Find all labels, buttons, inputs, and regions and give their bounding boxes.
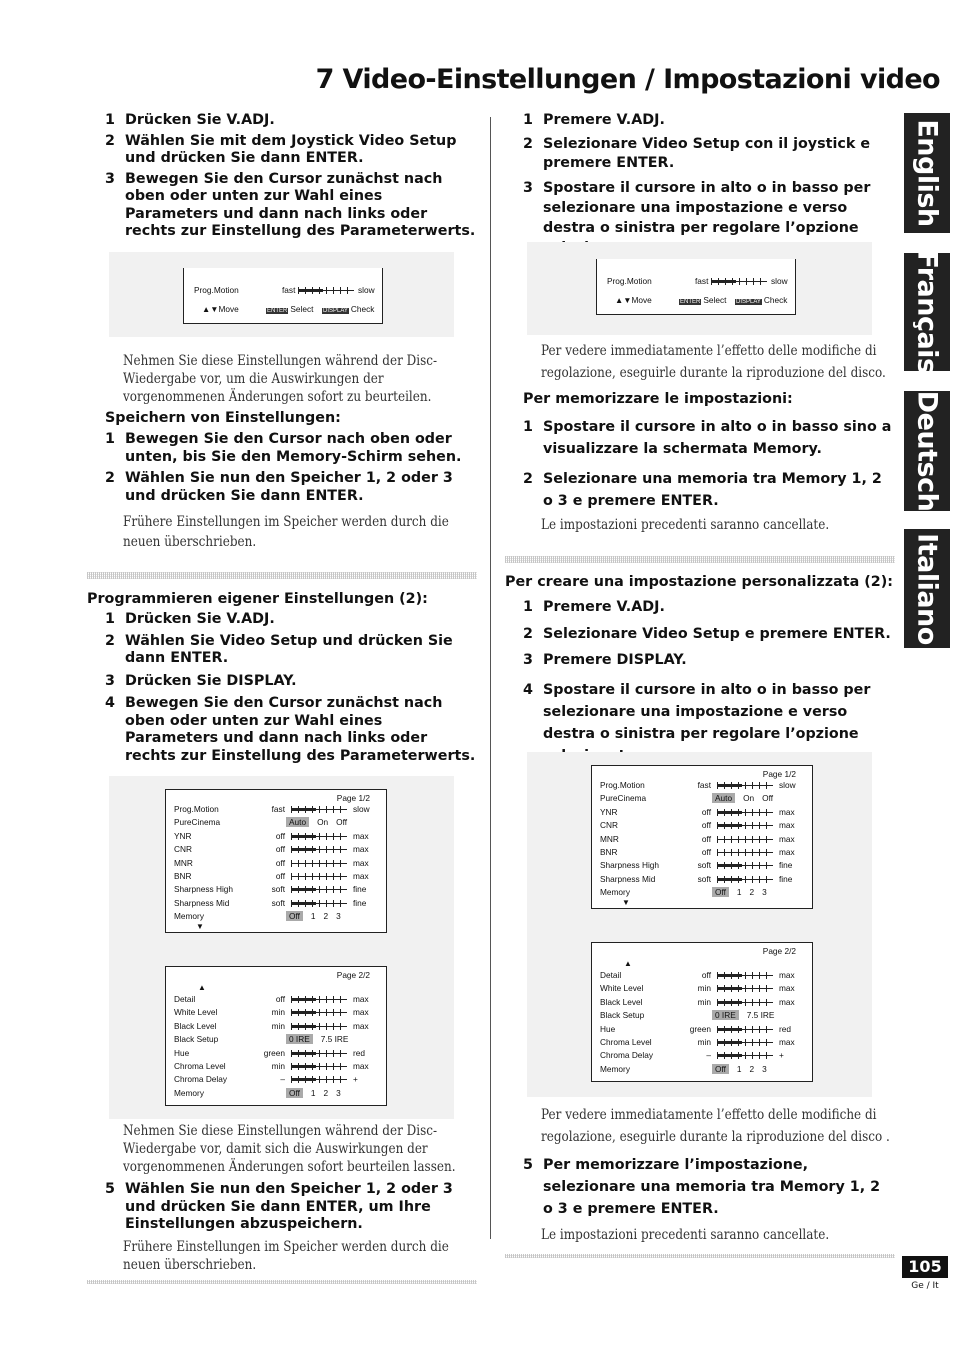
osd-row-label: YNR — [174, 830, 192, 841]
osd-left-value: off — [701, 806, 711, 817]
de-note-b: Frühere Einstellungen im Speicher werden durch die neuen überschrieben. — [123, 514, 449, 550]
osd-option-selected: Off — [712, 887, 729, 897]
osd-left-value: – — [280, 1074, 285, 1085]
step: 1 Premere V.ADJ. — [523, 599, 665, 615]
osd-row — [166, 816, 386, 829]
osd-right-value: max — [353, 1061, 369, 1071]
osd-option: 1 — [310, 911, 316, 922]
osd-right-value: max — [779, 970, 795, 980]
it-note-b: Le impostazioni precedenti saranno cancellate. — [541, 517, 830, 533]
osd-right-value: max — [353, 857, 369, 868]
osd-option: 3 — [762, 887, 767, 898]
osd-option: Off — [336, 817, 348, 828]
osd-page-indicator: Page 2/2 — [336, 970, 370, 980]
step: 1 Drücken Sie V.ADJ. — [105, 611, 275, 627]
osd-row — [166, 803, 386, 816]
enter-key-icon: ENTER — [267, 308, 288, 315]
osd-row — [592, 1009, 812, 1022]
osd-row — [166, 870, 386, 883]
osd-row-label: Sharpness Mid — [174, 897, 230, 908]
osd-right-value: max — [353, 844, 369, 855]
scroll-up-arrow-icon: ▲ — [624, 959, 632, 968]
osd-option: 2 — [749, 1063, 755, 1074]
step: 2 Wählen Sie nun den Speicher 1, 2 oder 3 und drücken Sie dann ENTER. — [105, 470, 453, 504]
osd-row — [592, 833, 812, 846]
osd-left-value: soft — [697, 860, 711, 871]
osd-row-label: Detail — [174, 994, 196, 1004]
osd-row-label: Hue — [174, 1047, 190, 1058]
osd-right-value: max — [779, 847, 795, 857]
osd-right-value: max — [353, 1007, 369, 1018]
osd-row-label: Memory — [174, 911, 204, 922]
osd-page-indicator: Page 1/2 — [336, 793, 370, 803]
osd-row-label: Chroma Delay — [174, 1074, 228, 1085]
osd-row — [166, 993, 386, 1006]
section-divider — [505, 556, 895, 563]
osd-level-scale — [291, 1063, 347, 1070]
osd-row-label: White Level — [174, 1007, 218, 1018]
osd-right-value: max — [779, 806, 795, 817]
osd-option-selected: Auto — [286, 817, 309, 827]
scroll-down-arrow-icon: ▼ — [622, 898, 630, 907]
step: 1 Drücken Sie V.ADJ. — [105, 112, 275, 128]
osd-option: Off — [762, 793, 774, 804]
osd-option: 1 — [310, 1087, 316, 1098]
osd-row — [592, 846, 812, 859]
osd-row — [592, 969, 812, 982]
osd-level-scale — [291, 1076, 347, 1083]
osd-row-label: CNR — [174, 844, 192, 855]
osd-row-label: BNR — [600, 847, 618, 857]
display-key-icon: DISPLAY — [736, 299, 761, 306]
osd-options — [286, 1087, 349, 1100]
save-heading: Per memorizzare le impostazioni: — [523, 391, 793, 407]
osd-right-value: fine — [353, 884, 367, 895]
step: 2 Wählen Sie mit dem Joystick Video Setup und drücken Sie dann ENTER. — [105, 132, 457, 166]
osd-right-value: max — [779, 833, 795, 844]
osd-left-value: off — [701, 820, 711, 831]
osd-row — [592, 859, 812, 872]
it-step5 — [523, 1154, 893, 1220]
display-key-icon: DISPLAY — [323, 308, 348, 315]
osd-row-label: MNR — [174, 857, 193, 868]
osd-page2-de — [165, 966, 387, 1106]
osd-row-label: Black Setup — [600, 1010, 645, 1021]
osd-right-value: fine — [353, 897, 367, 908]
osd-option-selected: 0 IRE — [286, 1034, 313, 1044]
osd-level-scale — [717, 985, 773, 992]
osd-row-label: Prog.Motion — [174, 804, 219, 814]
osd-right-value: slow — [353, 804, 370, 814]
osd-level-scale — [291, 833, 347, 840]
step: 3 Spostare il cursore in alto o in basso per selezionare una impostazione e verso destra o sinistra per regolare l’opzione — [523, 179, 871, 236]
osd-option: 7.5 IRE — [320, 1034, 349, 1045]
column-divider — [490, 117, 491, 1239]
osd-options — [712, 792, 781, 805]
prog-heading: Programmieren eigener Einstellungen (2): — [87, 591, 428, 607]
osd-row-label: Memory — [600, 1063, 630, 1074]
osd-left-value: min — [697, 1037, 711, 1047]
osd-right-value: max — [353, 830, 369, 841]
osd-row-label: Black Level — [600, 996, 643, 1007]
osd-left-value: min — [271, 1020, 285, 1031]
osd-option: 3 — [762, 1063, 767, 1074]
osd-row — [592, 819, 812, 832]
osd-small-de: Prog.Motion fast slow ▲▼Move ENTER Select DISPLAY Check — [183, 268, 383, 324]
osd-row-label: Black Level — [174, 1020, 217, 1031]
osd-level-scale — [291, 873, 347, 880]
osd-option-selected: Off — [712, 1064, 729, 1074]
osd-left-value: off — [275, 871, 285, 881]
osd-options — [286, 910, 349, 923]
osd-row-label: Memory — [174, 1087, 204, 1098]
page-number: 105 — [902, 1256, 948, 1278]
osd-left-value: off — [701, 970, 711, 980]
save-heading: Speichern von Einstellungen: — [105, 410, 341, 426]
step: 2 Selezionare una memoria tra Memory 1, 2 o 3 e premere ENTER. — [523, 471, 882, 509]
osd-level-scale — [717, 876, 773, 883]
osd-level-scale — [717, 836, 773, 843]
osd-row-label: White Level — [600, 983, 644, 994]
osd-level-scale — [717, 822, 773, 829]
osd-left-value: off — [275, 994, 285, 1004]
osd-row-label: YNR — [600, 806, 618, 817]
osd-level-scale — [291, 1050, 347, 1057]
osd-page2-it — [591, 942, 813, 1082]
osd-level-scale — [291, 1009, 347, 1016]
osd-row-label: Sharpness High — [174, 884, 234, 895]
step: 5 Wählen Sie nun den Speicher 1, 2 oder 3 und drücken Sie dann ENTER, um Ihre Einstellungen abzuspeichern. — [105, 1181, 453, 1232]
osd-option-selected: Auto — [712, 793, 735, 803]
osd-row — [166, 897, 386, 910]
osd-row — [166, 1073, 386, 1086]
step: 2 Wählen Sie Video Setup und drücken Sie dann ENTER. — [105, 632, 453, 666]
osd-left-value: min — [271, 1061, 285, 1071]
osd-row — [166, 883, 386, 896]
de-step5 — [105, 1181, 477, 1234]
osd-option: 3 — [336, 911, 341, 922]
osd-level-scale — [717, 972, 773, 979]
osd-row — [592, 779, 812, 792]
osd-right-value: + — [779, 1050, 784, 1061]
osd-row-label: Sharpness Mid — [600, 873, 656, 884]
osd-row — [592, 982, 812, 995]
osd-right-value: fine — [779, 873, 793, 884]
osd-option-selected: 0 IRE — [712, 1010, 739, 1020]
step: 4 Spostare il cursore in alto o in basso per selezionare una impostazione e verso destra o sinistra per regolare l’opzione — [523, 681, 871, 742]
osd-page1-it — [591, 765, 813, 909]
up-down-arrow-icon: ▲▼ — [615, 295, 632, 306]
osd-right-value: red — [779, 1023, 791, 1034]
page-title: 7 Video-Einstellungen / Impostazioni video — [315, 64, 940, 95]
osd-left-value: min — [271, 1007, 285, 1018]
osd-row — [166, 910, 386, 923]
osd-right-value: + — [353, 1074, 358, 1085]
osd-row — [166, 1020, 386, 1033]
osd-row-label: Chroma Level — [174, 1061, 226, 1071]
osd-right-value: max — [353, 871, 369, 881]
osd-left-value: off — [275, 857, 285, 868]
section-divider — [87, 1280, 477, 1284]
osd-options — [712, 1009, 782, 1022]
it-prog — [505, 573, 895, 767]
osd-left-value: off — [701, 833, 711, 844]
osd-level-scale — [717, 849, 773, 856]
osd-row — [166, 1047, 386, 1060]
osd-level-scale — [291, 846, 347, 853]
tab-francais: Français — [904, 253, 950, 371]
section-divider — [505, 1254, 895, 1258]
osd-row — [592, 873, 812, 886]
osd-right-value: max — [353, 994, 369, 1004]
osd-option-selected: Off — [286, 1088, 303, 1098]
osd-right-value: max — [353, 1020, 369, 1031]
osd-row — [166, 1006, 386, 1019]
osd-row-label: Hue — [600, 1023, 616, 1034]
step: 4 Bewegen Sie den Cursor zunächst nach oben oder unten zur Wahl eines Parameters und dann nach links oder rechts zur Einstellung des Parameterwerts. — [105, 695, 476, 764]
osd-small-it: Prog.Motion fast slow ▲▼Move ENTER Select DISPLAY Check — [596, 259, 796, 315]
osd-row-label: PureCinema — [600, 793, 647, 804]
osd-left-value: green — [263, 1047, 285, 1058]
tab-english: English — [904, 113, 950, 233]
osd-option: 1 — [736, 1063, 742, 1074]
step: 1 Premere V.ADJ. — [523, 112, 665, 128]
de-note-d: Frühere Einstellungen im Speicher werden durch die neuen überschrieben. — [123, 1239, 449, 1273]
osd-row — [166, 1060, 386, 1073]
osd-row — [592, 1049, 812, 1062]
osd-option: 1 — [736, 887, 742, 898]
osd-row — [592, 792, 812, 805]
osd-level-scale — [717, 1039, 773, 1046]
osd-page-indicator: Page 2/2 — [762, 946, 796, 956]
osd-page1-de — [165, 789, 387, 933]
osd-option-selected: Off — [286, 911, 303, 921]
osd-option: 2 — [323, 1087, 329, 1098]
osd-row-label: CNR — [600, 820, 618, 831]
osd-row — [592, 1063, 812, 1076]
osd-level-scale — [291, 806, 347, 813]
osd-options — [286, 816, 355, 829]
it-save — [523, 390, 893, 512]
osd-level-scale — [291, 996, 347, 1003]
osd-row — [166, 1087, 386, 1100]
osd-options — [712, 886, 775, 899]
step: 2 Selezionare Video Setup e premere ENTER. — [523, 625, 891, 642]
step: 2 Selezionare Video Setup con il joystick e premere ENTER. — [523, 135, 871, 171]
osd-level-scale — [291, 900, 347, 907]
osd-level-scale — [717, 862, 773, 869]
osd-row-label: Detail — [600, 970, 622, 980]
osd-right-value: red — [353, 1047, 365, 1058]
de-note-a: Nehmen Sie diese Einstellungen während der Disc-Wiedergabe vor, um die Auswirkungen der vorgenommenen Änderungen sofort zu beurteilen. — [123, 353, 438, 405]
osd-right-value: fine — [779, 860, 793, 871]
osd-right-value: max — [779, 1037, 795, 1047]
it-note-a: Per vedere immediatamente l’effetto delle modifiche di regolazione, eseguirle durante la riproduzione del disco. — [541, 343, 886, 381]
osd-row — [592, 1036, 812, 1049]
osd-option: 2 — [323, 911, 329, 922]
it-note-c: Per vedere immediatamente l’effetto delle modifiche di regolazione, eseguirle durante la riproduzione del disco . — [541, 1107, 890, 1145]
it-steps-a — [523, 112, 893, 258]
step: 3 Drücken Sie DISPLAY. — [105, 672, 297, 689]
osd-page-indicator: Page 1/2 — [762, 769, 796, 779]
scroll-down-arrow-icon: ▼ — [196, 922, 204, 931]
osd-row — [166, 1033, 386, 1046]
osd-row — [592, 996, 812, 1009]
osd-row — [592, 886, 812, 899]
enter-key-icon: ENTER — [680, 299, 701, 306]
osd-row-label: Memory — [600, 887, 630, 898]
osd-left-value: green — [689, 1023, 711, 1034]
osd-option: 2 — [749, 887, 755, 898]
osd-option: 7.5 IRE — [746, 1010, 775, 1021]
osd-option: On — [317, 817, 329, 828]
osd-row-label: Prog.Motion — [600, 780, 645, 790]
osd-left-value: off — [701, 847, 711, 857]
osd-row — [166, 830, 386, 843]
osd-level-scale — [291, 860, 347, 867]
osd-row-label: Chroma Level — [600, 1037, 652, 1047]
osd-level-scale — [717, 809, 773, 816]
osd-option: On — [743, 793, 755, 804]
tab-deutsch: Deutsch — [904, 391, 950, 511]
step: 3 Premere DISPLAY. — [523, 652, 687, 668]
de-save — [105, 409, 477, 505]
page-footer: Ge / It — [911, 1281, 939, 1291]
osd-row — [166, 843, 386, 856]
osd-left-value: soft — [271, 884, 285, 895]
tab-italiano: Italiano — [904, 529, 950, 648]
osd-right-value: max — [779, 820, 795, 831]
osd-left-value: – — [706, 1050, 711, 1061]
osd-left-value: soft — [271, 897, 285, 908]
up-down-arrow-icon: ▲▼ — [202, 304, 219, 315]
osd-left-value: off — [275, 830, 285, 841]
osd-level-scale — [717, 1026, 773, 1033]
it-note-d: Le impostazioni precedenti saranno cancellate. — [541, 1227, 830, 1243]
osd-row-label: BNR — [174, 871, 192, 881]
osd-level-scale — [717, 999, 773, 1006]
osd-row-label: Chroma Delay — [600, 1050, 654, 1061]
de-steps-a — [105, 112, 477, 241]
osd-left-value: min — [697, 983, 711, 994]
osd-right-value: max — [779, 996, 795, 1007]
scroll-up-arrow-icon: ▲ — [198, 983, 206, 992]
osd-left-value: soft — [697, 873, 711, 884]
osd-row-label: Sharpness High — [600, 860, 660, 871]
step: 1 Spostare il cursore in alto o in basso sino a visualizzare la schermata Memory. — [523, 419, 892, 457]
osd-row — [166, 857, 386, 870]
step: 3 Bewegen Sie den Cursor zunächst nach oben oder unten zur Wahl eines Parameters und dann nach links oder rechts zur Einstellung des Parameterwerts. — [105, 170, 476, 239]
de-note-c: Nehmen Sie diese Einstellungen während der Disc-Wiedergabe vor, damit sich die Auswirkungen der vorgenommenen Änderungen sofort beurteilen lassen. — [123, 1123, 456, 1175]
osd-level-scale — [717, 1052, 773, 1059]
osd-left-value: fast — [271, 804, 285, 814]
osd-options — [286, 1033, 356, 1046]
de-prog — [87, 590, 477, 765]
section-divider — [87, 572, 477, 579]
osd-level-scale — [291, 1023, 347, 1030]
osd-option: 3 — [336, 1087, 341, 1098]
osd-right-value: max — [779, 983, 795, 994]
osd-level-scale — [717, 782, 773, 789]
osd-row-label: Black Setup — [174, 1034, 219, 1045]
osd-left-value: min — [697, 996, 711, 1007]
osd-row-label: PureCinema — [174, 817, 221, 828]
osd-row — [592, 1023, 812, 1036]
step: 1 Bewegen Sie den Cursor nach oben oder unten, bis Sie den Memory-Schirm sehen. — [105, 431, 462, 465]
osd-row — [592, 806, 812, 819]
osd-right-value: slow — [779, 780, 796, 790]
step: 5 Per memorizzare l’impostazione, selezionare una memoria tra Memory 1, 2 o 3 e premere ENTER. — [523, 1157, 881, 1217]
osd-options — [712, 1063, 775, 1076]
osd-left-value: off — [275, 844, 285, 855]
osd-left-value: fast — [697, 780, 711, 790]
prog-heading: Per creare una impostazione personalizzata (2): — [505, 574, 893, 590]
osd-row-label: MNR — [600, 833, 619, 844]
osd-level-scale — [291, 886, 347, 893]
